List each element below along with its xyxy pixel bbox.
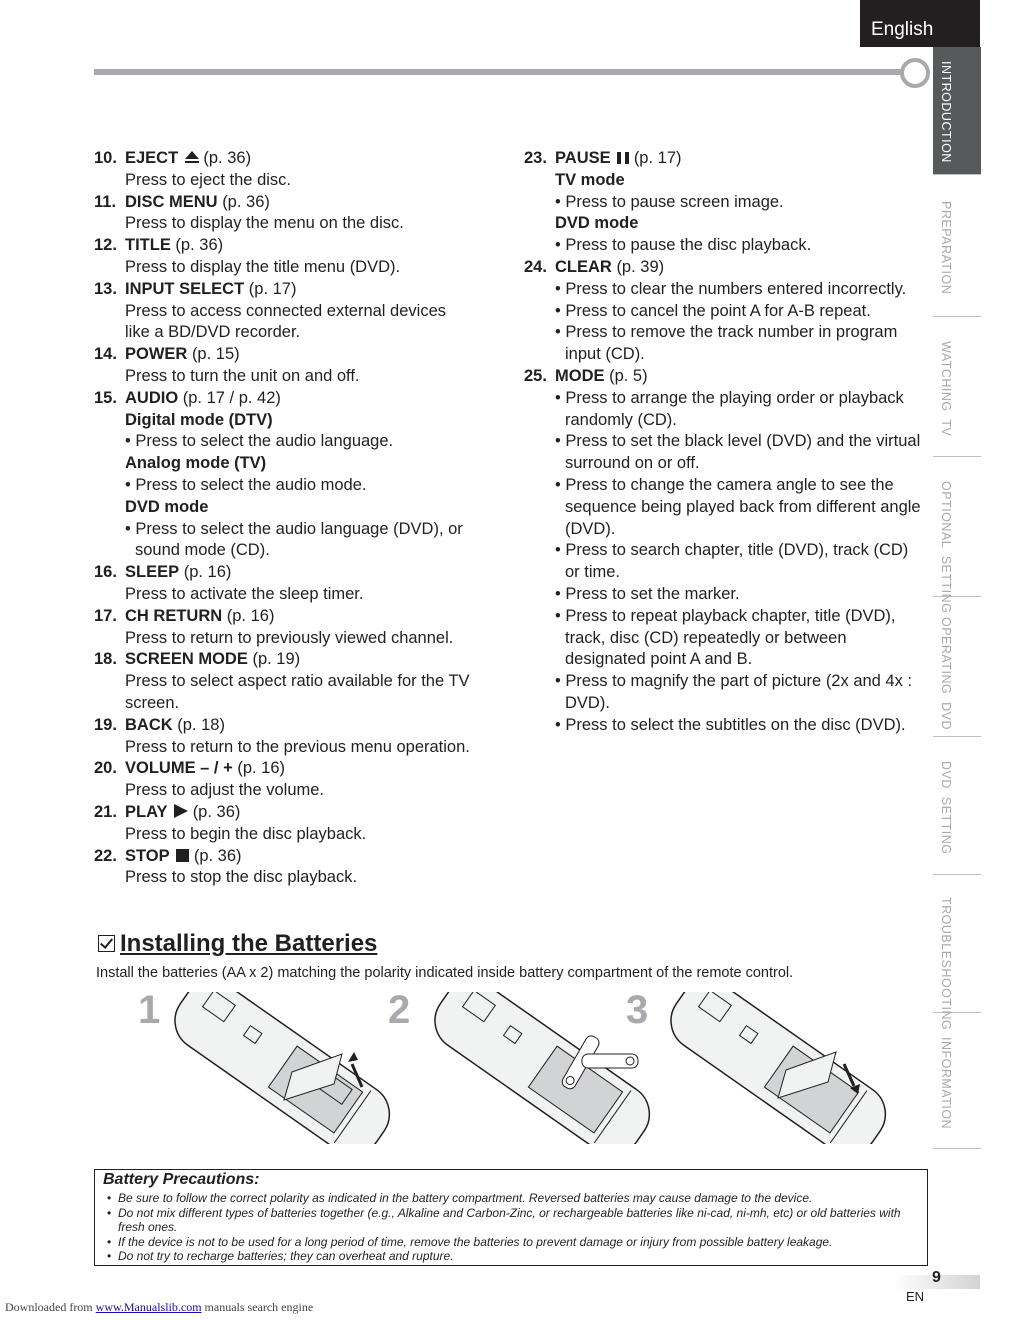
- list-item: • If the device is not to be used for a long period of time, remove the batteries to prevent damage or injury from possible battery leakage.: [103, 1235, 919, 1250]
- list-item: 16. SLEEP (p. 16) Press to activate the sleep timer.: [94, 563, 364, 603]
- list-item: 11. DISC MENU (p. 36) Press to display the menu on the disc.: [94, 192, 404, 233]
- step-number: 1: [138, 988, 161, 1032]
- side-tab-troubleshooting[interactable]: TROUBLESHOOTING: [933, 883, 981, 1013]
- play-icon: [174, 804, 188, 818]
- section-title: Installing the Batteries: [98, 930, 377, 958]
- page-language-code: EN: [906, 1289, 925, 1304]
- precautions-title: Battery Precautions:: [103, 1171, 260, 1188]
- list-item: • Be sure to follow the correct polarity as indicated in the battery compartment. Reversed batteries may cause damage to the device.: [103, 1191, 919, 1206]
- list-item: 12. TITLE (p. 36) Press to display the title menu (DVD).: [94, 236, 401, 276]
- checkbox-icon: [98, 935, 115, 952]
- side-tab-introduction[interactable]: INTRODUCTION: [933, 47, 981, 175]
- list-item: • Do not mix different types of batteries together (e.g., Alkaline and Carbon-Zinc, or rechargeable batteries like ni-cad, ni-mh, etc) or old batteries with fresh ones.: [103, 1206, 919, 1235]
- page-number: 9: [932, 1269, 941, 1286]
- side-tab-preparation[interactable]: PREPARATION: [933, 187, 981, 317]
- list-item: 25. MODE (p. 5) • Press to arrange the playing order or playback randomly (CD). • Press to set the black level (DVD) and the virtual surround on or off. • Press to change the camera angle to see the sequence being played back from different angle (DVD). • Press to search chapter, title (DVD), track (CD) or time. • Press to set the marker. • Press to repeat playback chapter, title (DVD), track, disc (CD) repeatedly or between designated point A and B. • Press to magnify the part of picture (2x and 4x : DVD). • Press to select the subtitles on the disc (DVD).: [524, 366, 921, 734]
- language-tab: [860, 0, 980, 47]
- list-item: 13. INPUT SELECT (p. 17) Press to access connected external devices like a BD/DVD recorder.: [94, 279, 447, 342]
- list-item: 20. VOLUME – / + (p. 16) Press to adjust the volume.: [94, 759, 325, 800]
- list-item: 22. STOP (p. 36) Press to stop the disc playback.: [94, 846, 358, 887]
- language-label: English: [871, 19, 934, 40]
- side-tab-watching-tv[interactable]: WATCHING TV: [933, 327, 981, 457]
- pause-icon: [617, 152, 629, 164]
- list-item: 23. PAUSE (p. 17) TV mode • Press to pause screen image. DVD mode • Press to pause the disc playback.: [524, 149, 812, 255]
- manualslib-link[interactable]: www.Manualslib.com: [95, 1300, 202, 1314]
- left-column: [94, 148, 504, 889]
- list-item: 24. CLEAR (p. 39) • Press to clear the numbers entered incorrectly. • Press to cancel the point A for A-B repeat. • Press to remove the track number in program input (CD).: [524, 257, 907, 364]
- step-number: 2: [388, 988, 411, 1032]
- side-tab-optional-setting[interactable]: OPTIONAL SETTING: [933, 467, 981, 597]
- side-tab-information[interactable]: INFORMATION: [933, 1023, 981, 1149]
- remote-close-cover-illustration: [668, 992, 890, 1144]
- header-rule: [94, 69, 906, 75]
- battery-precautions-box: [94, 1169, 928, 1266]
- footer: Downloaded from www.Manualslib.com manuals search engine: [5, 1300, 314, 1314]
- remote-insert-batteries-illustration: [432, 992, 654, 1144]
- eject-icon: [185, 151, 199, 159]
- step-number: 3: [626, 988, 649, 1032]
- list-item: • Do not try to recharge batteries; they can overheat and rupture.: [103, 1249, 919, 1264]
- list-item: 21. PLAY (p. 36) Press to begin the disc playback.: [94, 802, 367, 843]
- side-tab-dvd-setting[interactable]: DVD SETTING: [933, 747, 981, 875]
- list-item: 19. BACK (p. 18) Press to return to the previous menu operation.: [94, 715, 470, 756]
- list-item: 18. SCREEN MODE (p. 19) Press to select aspect ratio available for the TV screen.: [94, 650, 470, 712]
- header-rule-end: [900, 58, 930, 88]
- list-item: 17. CH RETURN (p. 16) Press to return to previously viewed channel.: [94, 606, 454, 647]
- side-tab-operating-dvd[interactable]: OPERATING DVD: [933, 603, 981, 737]
- batteries-intro: Install the batteries (AA x 2) matching the polarity indicated inside battery compartment of the remote control.: [96, 965, 794, 981]
- remote-open-cover-illustration: [172, 992, 394, 1144]
- list-item: 15. AUDIO (p. 17 / p. 42) Digital mode (DTV) • Press to select the audio language. Analog mode (TV) • Press to select the audio mode. DVD mode • Press to select the audio language (DVD), or sound mode (CD).: [94, 388, 463, 560]
- stop-icon: [176, 849, 189, 862]
- right-column: [524, 148, 924, 737]
- list-item: 14. POWER (p. 15) Press to turn the unit on and off.: [94, 345, 360, 385]
- list-item: 10. EJECT (p. 36) Press to eject the disc.: [94, 149, 291, 189]
